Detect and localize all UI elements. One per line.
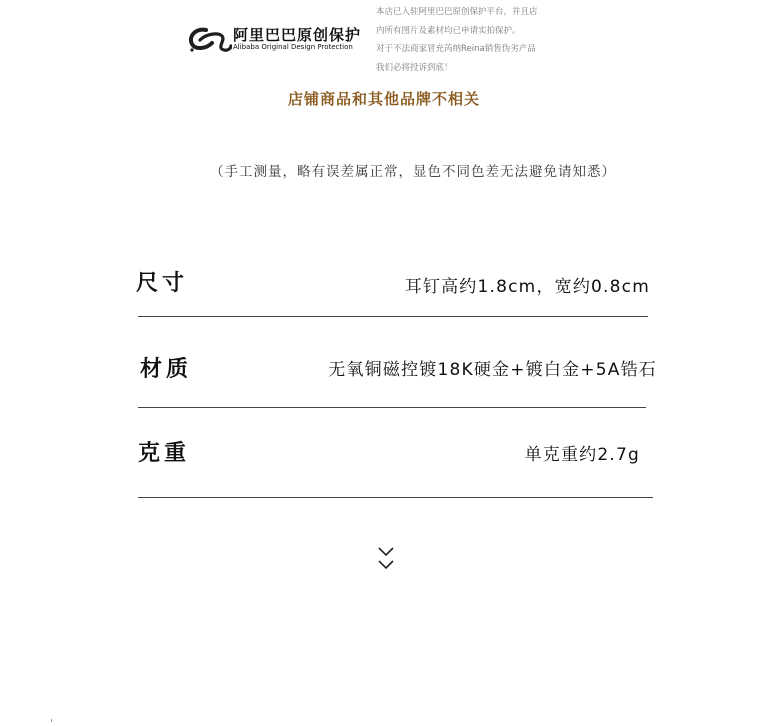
brand-subtitle: Alibaba Original Design Protection [233, 43, 353, 51]
spec-label-size: 尺寸 [136, 271, 189, 296]
notice-line: 内所有图片及素材均已申请实拍保护。 [376, 25, 521, 36]
notice-line: 本店已入驻阿里巴巴原创保护平台，并且店 [376, 7, 538, 17]
spec-divider [138, 407, 646, 408]
measurement-disclaimer: （手工测量，略有误差属正常，显色不同色差无法避免请知悉） [210, 164, 616, 180]
double-chevron-down-icon [376, 544, 396, 574]
spec-label-weight: 克重 [138, 441, 191, 466]
notice-line: 我们必将投诉到底！ [376, 62, 453, 73]
alibaba-logo-icon [186, 24, 232, 54]
protection-notice [376, 3, 538, 77]
spec-value-weight: 单克重约2.7g [524, 445, 640, 465]
spec-value-material: 无氧铜磁控镀18K硬金+镀白金+5A锆石 [328, 360, 657, 380]
brand-title: 阿里巴巴原创保护 [233, 26, 362, 44]
spec-divider [138, 316, 648, 317]
notice-line: 对于不法商家冒充芮纳Reina销售伪劣产品 [376, 44, 536, 54]
stray-mark [51, 719, 52, 722]
spec-label-material: 材质 [140, 357, 193, 382]
spec-value-size: 耳钉高约1.8cm，宽约0.8cm [404, 277, 650, 297]
spec-divider [138, 497, 653, 498]
brand-disclaimer-heading: 店铺商品和其他品牌不相关 [287, 90, 480, 108]
